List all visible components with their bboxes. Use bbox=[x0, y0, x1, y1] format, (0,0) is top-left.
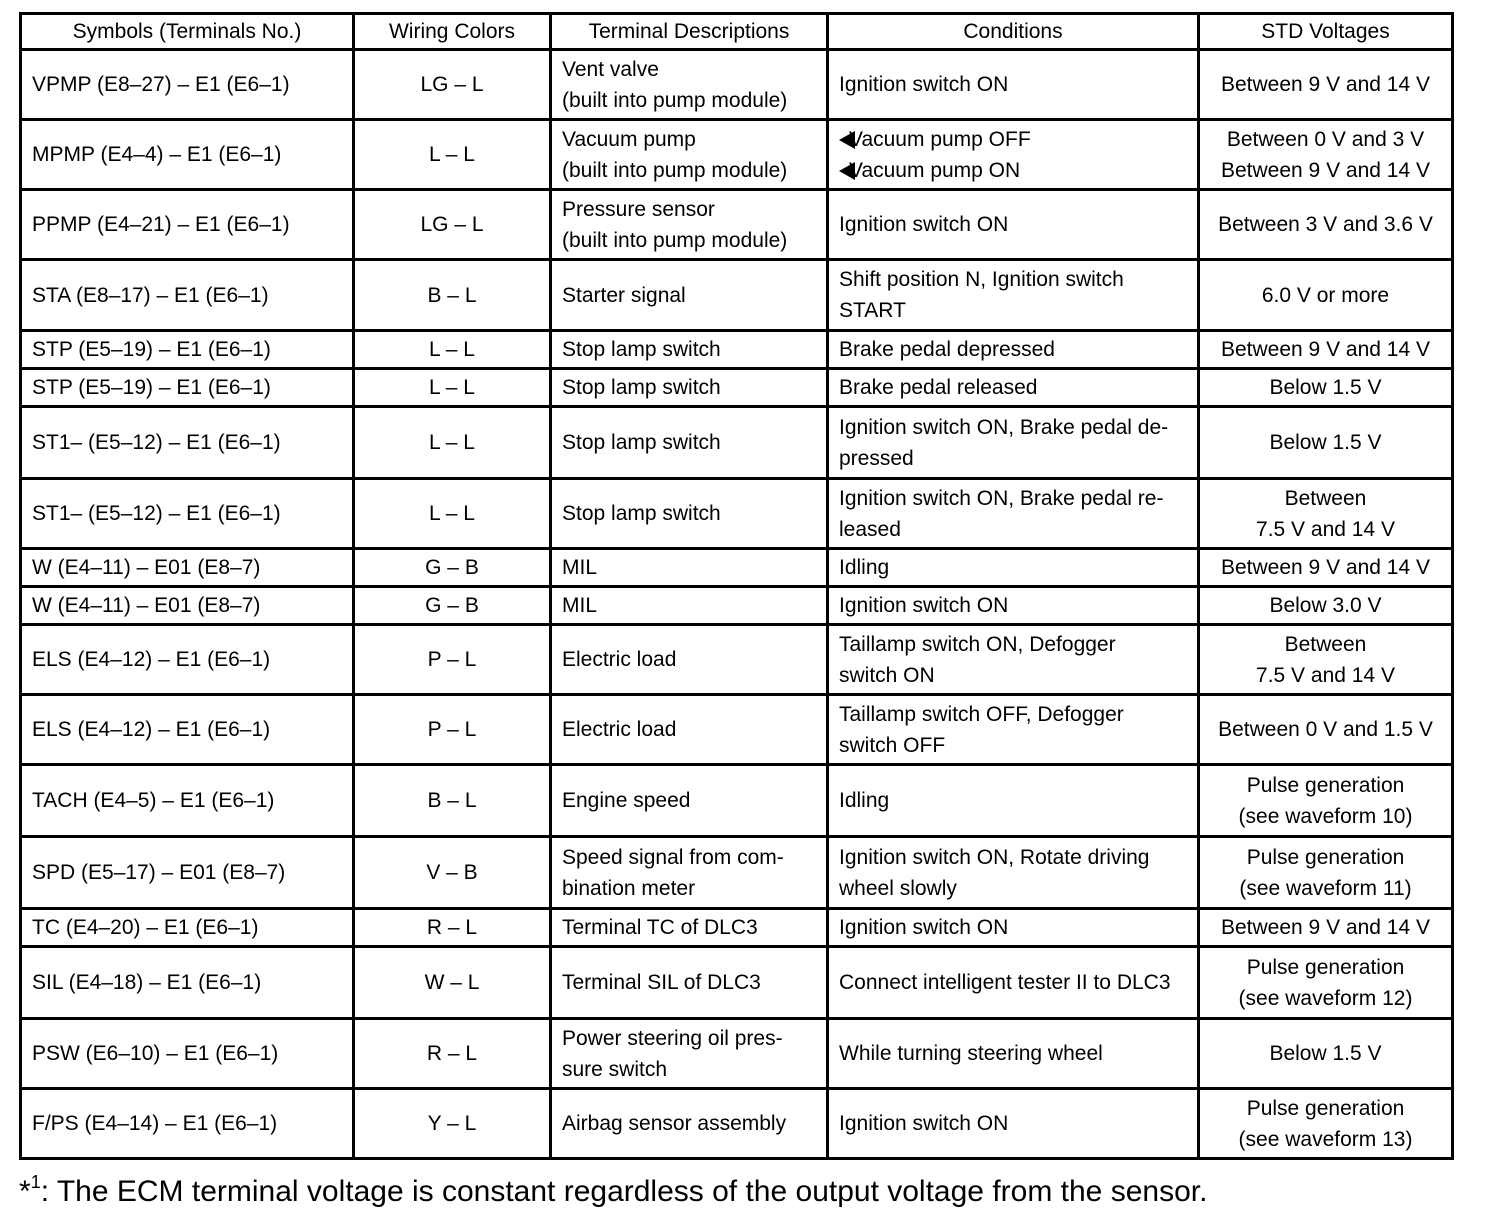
table-row bbox=[21, 909, 1453, 947]
cell-wiring: LG – L bbox=[354, 50, 551, 120]
cell-symbol: SPD (E5–17) – E01 (E8–7) bbox=[21, 837, 354, 909]
cell-description: Terminal TC of DLC3 bbox=[551, 909, 828, 947]
footnote-marker: * bbox=[19, 1175, 31, 1208]
cell-symbol: STA (E8–17) – E1 (E6–1) bbox=[21, 260, 354, 331]
cell-description: Stop lamp switch bbox=[551, 331, 828, 369]
table-row bbox=[21, 549, 1453, 587]
cell-conditions: Ignition switch ON bbox=[828, 587, 1199, 625]
cell-voltage: Between 0 V and 1.5 V bbox=[1199, 695, 1453, 765]
table-row bbox=[21, 1019, 1453, 1089]
cell-voltage: Pulse generation (see waveform 11) bbox=[1199, 837, 1453, 909]
cell-wiring: LG – L bbox=[354, 190, 551, 260]
cell-description: MIL bbox=[551, 549, 828, 587]
table-row bbox=[21, 50, 1453, 120]
table-row bbox=[21, 587, 1453, 625]
table-row bbox=[21, 695, 1453, 765]
cell-description: Electric load bbox=[551, 695, 828, 765]
cell-symbol: STP (E5–19) – E1 (E6–1) bbox=[21, 331, 354, 369]
cell-voltage: Between 9 V and 14 V bbox=[1199, 50, 1453, 120]
cell-conditions: Ignition switch ON, Rotate driving wheel slowly bbox=[828, 837, 1199, 909]
table-row bbox=[21, 479, 1453, 549]
cell-voltage: Between 0 V and 3 V Between 9 V and 14 V bbox=[1199, 120, 1453, 190]
cell-conditions: Shift position N, Ignition switch START bbox=[828, 260, 1199, 331]
cell-voltage: Pulse generation (see waveform 13) bbox=[1199, 1089, 1453, 1159]
cell-symbol: VPMP (E8–27) – E1 (E6–1) bbox=[21, 50, 354, 120]
header-symbols: Symbols (Terminals No.) bbox=[21, 14, 354, 50]
cell-conditions: Ignition switch ON bbox=[828, 190, 1199, 260]
cell-description: Vent valve (built into pump module) bbox=[551, 50, 828, 120]
cell-conditions: Ignition switch ON bbox=[828, 1089, 1199, 1159]
cell-wiring: G – B bbox=[354, 587, 551, 625]
cell-symbol: TC (E4–20) – E1 (E6–1) bbox=[21, 909, 354, 947]
cell-symbol: PPMP (E4–21) – E1 (E6–1) bbox=[21, 190, 354, 260]
cell-wiring: L – L bbox=[354, 369, 551, 407]
cell-description: Starter signal bbox=[551, 260, 828, 331]
cell-description: Stop lamp switch bbox=[551, 479, 828, 549]
cell-symbol: ST1– (E5–12) – E1 (E6–1) bbox=[21, 479, 354, 549]
cell-symbol: SIL (E4–18) – E1 (E6–1) bbox=[21, 947, 354, 1019]
cell-wiring: V – B bbox=[354, 837, 551, 909]
cell-wiring: L – L bbox=[354, 407, 551, 479]
cell-wiring: L – L bbox=[354, 331, 551, 369]
cell-symbol: PSW (E6–10) – E1 (E6–1) bbox=[21, 1019, 354, 1089]
footnote-text: : The ECM terminal voltage is constant regardless of the output voltage from the sensor. bbox=[40, 1175, 1208, 1208]
table-row bbox=[21, 837, 1453, 909]
cell-wiring: L – L bbox=[354, 479, 551, 549]
cell-symbol: W (E4–11) – E01 (E8–7) bbox=[21, 587, 354, 625]
cell-description: Terminal SIL of DLC3 bbox=[551, 947, 828, 1019]
cell-wiring: W – L bbox=[354, 947, 551, 1019]
cell-voltage: Below 3.0 V bbox=[1199, 587, 1453, 625]
cell-voltage: Between 7.5 V and 14 V bbox=[1199, 479, 1453, 549]
cell-conditions: Ignition switch ON bbox=[828, 909, 1199, 947]
cell-conditions: Brake pedal depressed bbox=[828, 331, 1199, 369]
cell-voltage: Between 3 V and 3.6 V bbox=[1199, 190, 1453, 260]
table-header-row bbox=[21, 14, 1453, 50]
table-row bbox=[21, 407, 1453, 479]
table-row bbox=[21, 947, 1453, 1019]
cell-conditions: Ignition switch ON, Brake pedal re- leased bbox=[828, 479, 1199, 549]
cell-symbol: MPMP (E4–4) – E1 (E6–1) bbox=[21, 120, 354, 190]
cell-conditions: Taillamp switch ON, Defogger switch ON bbox=[828, 625, 1199, 695]
cell-symbol: F/PS (E4–14) – E1 (E6–1) bbox=[21, 1089, 354, 1159]
cell-description: Engine speed bbox=[551, 765, 828, 837]
cell-description: MIL bbox=[551, 587, 828, 625]
cell-conditions: Taillamp switch OFF, Defogger switch OFF bbox=[828, 695, 1199, 765]
cell-conditions: Ignition switch ON bbox=[828, 50, 1199, 120]
cell-symbol: ST1– (E5–12) – E1 (E6–1) bbox=[21, 407, 354, 479]
table-row bbox=[21, 765, 1453, 837]
cell-symbol: ELS (E4–12) – E1 (E6–1) bbox=[21, 625, 354, 695]
table-row bbox=[21, 331, 1453, 369]
cell-description: Vacuum pump (built into pump module) bbox=[551, 120, 828, 190]
cell-conditions: Ignition switch ON, Brake pedal de- pressed bbox=[828, 407, 1199, 479]
cell-wiring: P – L bbox=[354, 695, 551, 765]
cell-wiring: R – L bbox=[354, 1019, 551, 1089]
cell-description: Speed signal from com- bination meter bbox=[551, 837, 828, 909]
table-row bbox=[21, 120, 1453, 190]
cell-voltage: Between 9 V and 14 V bbox=[1199, 549, 1453, 587]
footnote-number: 1 bbox=[30, 1172, 41, 1192]
cell-description: Stop lamp switch bbox=[551, 369, 828, 407]
cell-wiring: G – B bbox=[354, 549, 551, 587]
cell-voltage: Below 1.5 V bbox=[1199, 1019, 1453, 1089]
cell-conditions: Vacuum pump OFF Vacuum pump ON bbox=[828, 120, 1199, 190]
cell-description: Electric load bbox=[551, 625, 828, 695]
cell-description: Airbag sensor assembly bbox=[551, 1089, 828, 1159]
cell-description: Stop lamp switch bbox=[551, 407, 828, 479]
cell-description: Power steering oil pres- sure switch bbox=[551, 1019, 828, 1089]
cell-voltage: Between 9 V and 14 V bbox=[1199, 909, 1453, 947]
cell-conditions: While turning steering wheel bbox=[828, 1019, 1199, 1089]
cell-voltage: 6.0 V or more bbox=[1199, 260, 1453, 331]
cell-wiring: B – L bbox=[354, 765, 551, 837]
cell-voltage: Between 7.5 V and 14 V bbox=[1199, 625, 1453, 695]
cell-description: Pressure sensor (built into pump module) bbox=[551, 190, 828, 260]
cell-symbol: STP (E5–19) – E1 (E6–1) bbox=[21, 369, 354, 407]
cell-voltage: Between 9 V and 14 V bbox=[1199, 331, 1453, 369]
ecm-terminal-table bbox=[19, 12, 1454, 1160]
cell-voltage: Pulse generation (see waveform 12) bbox=[1199, 947, 1453, 1019]
cell-wiring: R – L bbox=[354, 909, 551, 947]
footnote bbox=[19, 1162, 1207, 1212]
table-row bbox=[21, 1089, 1453, 1159]
cell-symbol: TACH (E4–5) – E1 (E6–1) bbox=[21, 765, 354, 837]
cell-wiring: Y – L bbox=[354, 1089, 551, 1159]
cell-conditions: Idling bbox=[828, 549, 1199, 587]
cell-symbol: W (E4–11) – E01 (E8–7) bbox=[21, 549, 354, 587]
cell-conditions: Connect intelligent tester II to DLC3 bbox=[828, 947, 1199, 1019]
cell-wiring: B – L bbox=[354, 260, 551, 331]
header-conditions: Conditions bbox=[828, 14, 1199, 50]
cell-wiring: L – L bbox=[354, 120, 551, 190]
header-wiring-colors: Wiring Colors bbox=[354, 14, 551, 50]
table-row bbox=[21, 260, 1453, 331]
header-terminal-descriptions: Terminal Descriptions bbox=[551, 14, 828, 50]
cell-voltage: Pulse generation (see waveform 10) bbox=[1199, 765, 1453, 837]
header-std-voltages: STD Voltages bbox=[1199, 14, 1453, 50]
cell-conditions: Idling bbox=[828, 765, 1199, 837]
cell-voltage: Below 1.5 V bbox=[1199, 407, 1453, 479]
table-row bbox=[21, 190, 1453, 260]
cell-voltage: Below 1.5 V bbox=[1199, 369, 1453, 407]
cell-wiring: P – L bbox=[354, 625, 551, 695]
table-row bbox=[21, 625, 1453, 695]
table-row bbox=[21, 369, 1453, 407]
cell-symbol: ELS (E4–12) – E1 (E6–1) bbox=[21, 695, 354, 765]
cell-conditions: Brake pedal released bbox=[828, 369, 1199, 407]
